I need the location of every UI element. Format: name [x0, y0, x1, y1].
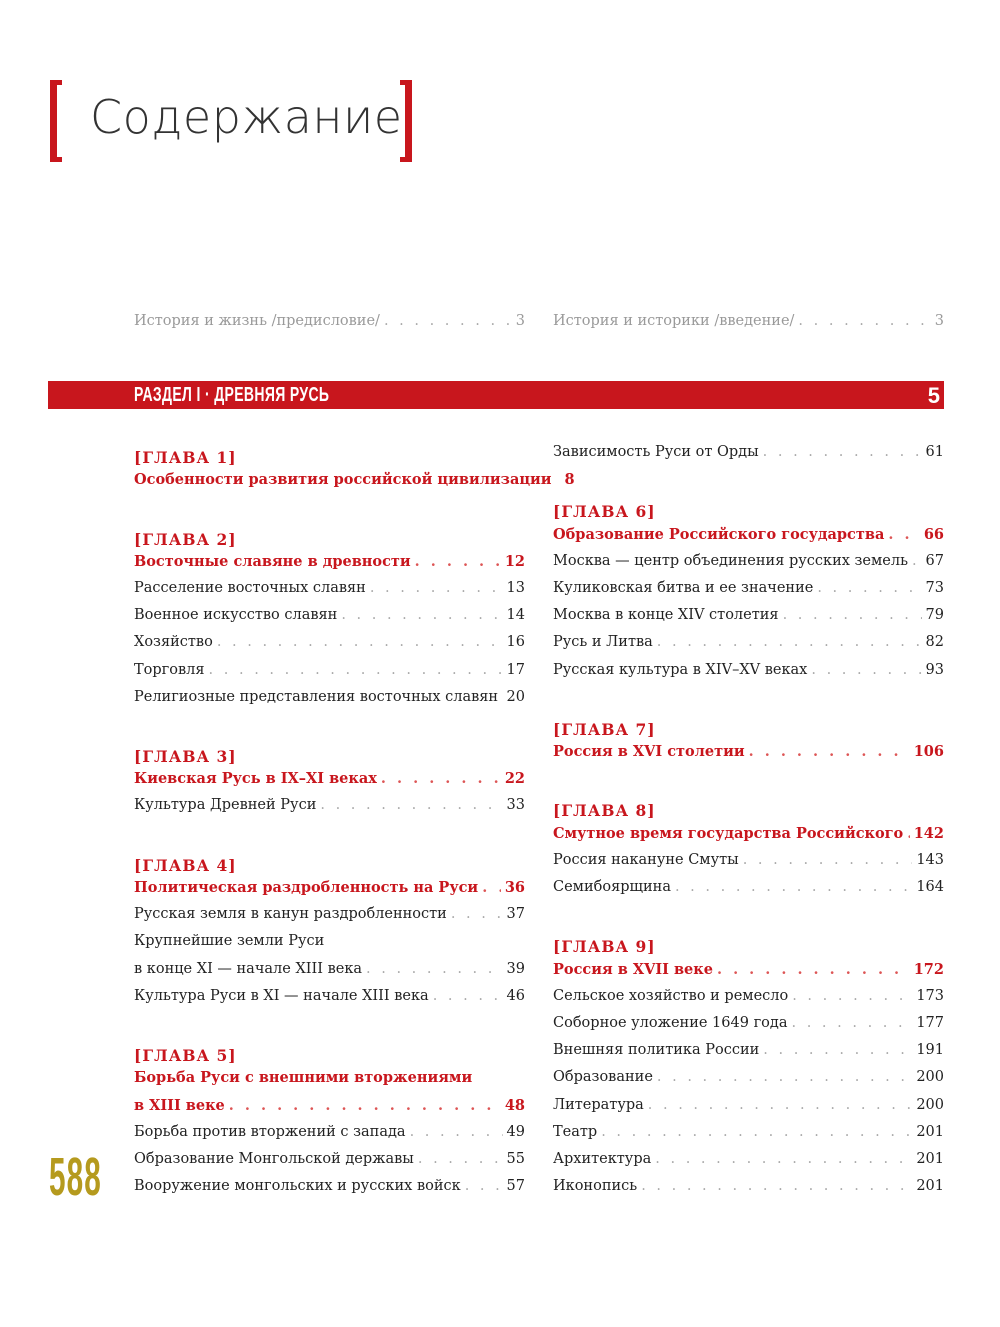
- entry-page: 66: [923, 525, 944, 543]
- leader-dots: [410, 1124, 503, 1140]
- intro-entry-introduction[interactable]: [553, 313, 944, 329]
- leader-dots: [783, 607, 922, 623]
- toc-entry[interactable]: [553, 988, 944, 1015]
- toc-entry[interactable]: [134, 689, 525, 716]
- toc-entry[interactable]: [553, 1069, 944, 1096]
- entry-page: 173: [916, 987, 944, 1004]
- toc-entry[interactable]: [553, 444, 944, 471]
- entry-page: 61: [925, 444, 944, 460]
- toc-entry[interactable]: [134, 988, 525, 1015]
- entry-page: 201: [916, 1123, 944, 1140]
- leader-dots: [320, 797, 502, 813]
- toc-entry[interactable]: [134, 797, 525, 824]
- entry-page: 164: [916, 879, 944, 895]
- chapter-title-entry[interactable]: [553, 526, 944, 553]
- leader-dots: [657, 1069, 912, 1085]
- entry-page: 16: [506, 634, 525, 651]
- leader-dots: [217, 634, 503, 650]
- entry-page: 201: [916, 1150, 944, 1167]
- entry-title: Театр: [553, 1123, 598, 1140]
- entry-page: 106: [913, 743, 944, 761]
- toc-entry[interactable]: [553, 580, 944, 607]
- entry-page: 55: [506, 1150, 525, 1167]
- leader-dots: [657, 634, 922, 650]
- leader-dots: [763, 444, 922, 460]
- toc-entry[interactable]: [134, 961, 525, 988]
- entry-page: 172: [913, 960, 944, 978]
- section-banner[interactable]: [48, 381, 944, 409]
- entry-page: 17: [506, 661, 525, 678]
- entry-title: Литература: [553, 1096, 644, 1113]
- entry-page: 143: [916, 851, 944, 868]
- toc-entry[interactable]: [553, 1151, 944, 1178]
- entry-page: 67: [925, 552, 944, 569]
- toc-entry[interactable]: [553, 879, 944, 906]
- toc-entry[interactable]: [134, 1124, 525, 1151]
- entry-title: Образование Монгольской державы: [134, 1150, 414, 1167]
- entry-title: Семибоярщина: [553, 879, 671, 895]
- entry-title: Военное искусство славян: [134, 607, 338, 624]
- leader-dots: [433, 988, 503, 1004]
- entry-title: Борьба Руси с внешними вторжениями: [134, 1069, 473, 1087]
- page-header: [50, 80, 420, 164]
- toc-entry[interactable]: [134, 634, 525, 661]
- toc-entry[interactable]: [553, 1178, 944, 1205]
- right-bracket: [400, 80, 412, 162]
- entry-title: Образование Российского государства: [553, 525, 885, 543]
- leader-dots: [675, 879, 912, 895]
- entry-title: в конце XI — начале XIII века: [134, 960, 363, 977]
- leader-dots: [743, 852, 913, 868]
- toc-entry[interactable]: [134, 1178, 525, 1205]
- toc-left-column: [134, 444, 575, 1205]
- intro-introduction-text: История и историки /введение/: [553, 313, 795, 329]
- entry-title: Смутное время государства Российского: [553, 824, 904, 842]
- left-bracket: [50, 80, 62, 162]
- entry-page: 200: [916, 1096, 944, 1113]
- entry-page: 8: [564, 471, 575, 489]
- chapter-title-entry[interactable]: [134, 553, 525, 580]
- entry-title: Архитектура: [553, 1150, 652, 1167]
- leader-dots: [418, 1151, 503, 1167]
- chapter-title-entry[interactable]: [553, 961, 944, 988]
- entry-title: Россия в XVII веке: [553, 960, 713, 978]
- entry-page: 201: [916, 1178, 944, 1195]
- intro-entry-preface[interactable]: [134, 313, 525, 329]
- entry-title: Россия в XVI столетии: [553, 743, 745, 761]
- leader-dots: [415, 553, 501, 570]
- leader-dots: [209, 662, 503, 678]
- chapter-label: [ГЛАВА 7]: [553, 719, 656, 739]
- toc-entry[interactable]: [134, 1151, 525, 1178]
- chapter-title-entry[interactable]: [134, 1069, 525, 1096]
- entry-title: Москва — центр объединения русских земель: [553, 552, 908, 569]
- entry-page: 36: [504, 879, 525, 896]
- chapter-title-entry[interactable]: [134, 1097, 525, 1124]
- leader-dots: [366, 961, 503, 977]
- leader-dots: [817, 580, 921, 596]
- entry-title: Куликовская битва и ее значение: [553, 579, 814, 596]
- entry-page: 200: [916, 1069, 944, 1086]
- entry-page: 191: [916, 1042, 944, 1059]
- intro-introduction-page: 3: [934, 313, 944, 329]
- entry-page: 12: [504, 552, 525, 570]
- entry-page: 73: [925, 579, 944, 596]
- entry-title: Зависимость Руси от Орды: [553, 444, 759, 460]
- toc-entry[interactable]: [134, 933, 525, 960]
- chapter-title-entry[interactable]: [134, 879, 525, 906]
- entry-page: 79: [925, 607, 944, 624]
- entry-title: Образование: [553, 1069, 653, 1086]
- entry-page: 93: [925, 661, 944, 678]
- entry-page: 33: [506, 797, 525, 814]
- entry-title: Культура Руси в XI — начале XIII века: [134, 987, 429, 1004]
- intro-preface-text: История и жизнь /предисловие/: [134, 313, 380, 329]
- toc-entry[interactable]: [134, 607, 525, 634]
- entry-title: Русская земля в канун раздробленности: [134, 906, 447, 923]
- leader-dots: [341, 607, 502, 623]
- entry-title: Соборное уложение 1649 года: [553, 1014, 788, 1031]
- toc-entry[interactable]: [553, 1124, 944, 1151]
- entry-title: Особенности развития российской цивилизации: [134, 471, 552, 489]
- leader-dots: [482, 879, 501, 896]
- entry-page: 22: [504, 770, 525, 788]
- entry-title: Сельское хозяйство и ремесло: [553, 987, 789, 1004]
- page-title: Содержание: [90, 90, 403, 144]
- entry-title: Киевская Русь в IX–XI веках: [134, 770, 377, 788]
- entry-title: Религиозные представления восточных славян: [134, 688, 499, 705]
- chapter-title-entry[interactable]: [134, 471, 575, 498]
- page-number: 588: [49, 1147, 102, 1207]
- entry-page: 49: [506, 1123, 525, 1140]
- toc-entry[interactable]: [134, 662, 525, 689]
- leader-dots: [641, 1178, 912, 1194]
- chapter-label: [ГЛАВА 8]: [553, 801, 656, 821]
- entry-title: в XIII веке: [134, 1096, 225, 1114]
- entry-page: 142: [913, 824, 944, 842]
- toc-entry[interactable]: [553, 634, 944, 661]
- leader-dots: [601, 1124, 912, 1140]
- section-page: 5: [927, 383, 940, 408]
- entry-title: Расселение восточных славян: [134, 579, 366, 596]
- leader-dots: [370, 580, 503, 596]
- section-label: РАЗДЕЛ I · ДРЕВНЯЯ РУСЬ: [134, 384, 330, 406]
- chapter-title-entry[interactable]: [553, 825, 944, 852]
- leader-dots: [451, 906, 503, 922]
- entry-title: Россия накануне Смуты: [553, 851, 739, 868]
- chapter-label: [ГЛАВА 9]: [553, 937, 656, 957]
- leader-dots: [465, 1178, 503, 1194]
- leader-dots: [791, 1015, 912, 1031]
- toc-entry[interactable]: [553, 1042, 944, 1069]
- entry-title: Вооружение монгольских и русских войск: [134, 1178, 461, 1195]
- toc-entry[interactable]: [553, 553, 944, 580]
- leader-dots: [655, 1151, 912, 1167]
- leader-dots: [907, 825, 909, 842]
- leader-dots: [763, 1042, 912, 1058]
- chapter-label: [ГЛАВА 3]: [134, 747, 237, 767]
- entry-title: Борьба против вторжений с запада: [134, 1123, 406, 1140]
- entry-title: Восточные славяне в древности: [134, 552, 411, 570]
- entry-title: Внешняя политика России: [553, 1042, 760, 1059]
- leader-dots: [811, 662, 921, 678]
- chapter-label: [ГЛАВА 4]: [134, 855, 237, 875]
- leader-dots: [792, 988, 912, 1004]
- leader-dots: [749, 743, 910, 760]
- toc-entry[interactable]: [553, 607, 944, 634]
- toc-entry[interactable]: [134, 580, 525, 607]
- entry-page: 177: [916, 1014, 944, 1031]
- toc-entry[interactable]: [134, 906, 525, 933]
- leader-dots: [229, 1097, 501, 1114]
- leader-dots: [888, 526, 919, 543]
- entry-title: Крупнейшие земли Руси: [134, 933, 325, 950]
- entry-page: 48: [504, 1096, 525, 1114]
- chapter-label: [ГЛАВА 5]: [134, 1046, 237, 1066]
- entry-title: Москва в конце XIV столетия: [553, 607, 779, 624]
- leader-dots: [912, 553, 922, 569]
- toc-entry[interactable]: [553, 1015, 944, 1042]
- leader-dots: [381, 770, 501, 787]
- entry-page: 82: [925, 634, 944, 651]
- leader-dots: [717, 961, 910, 978]
- entry-title: Культура Древней Руси: [134, 797, 317, 814]
- entry-page: 57: [506, 1178, 525, 1195]
- entry-title: Русская культура в XIV–XV веках: [553, 661, 808, 678]
- entry-page: 46: [506, 987, 525, 1004]
- entry-page: 13: [506, 579, 525, 596]
- entry-title: Иконопись: [553, 1178, 638, 1195]
- chapter-title-entry[interactable]: [553, 743, 944, 770]
- entry-title: Политическая раздробленность на Руси: [134, 879, 479, 896]
- leader-dots: [798, 313, 930, 329]
- leader-dots: [384, 313, 512, 329]
- entry-title: Хозяйство: [134, 634, 213, 651]
- entry-page: 39: [506, 960, 525, 977]
- entry-title: Торговля: [134, 661, 205, 678]
- toc-entry[interactable]: [553, 852, 944, 879]
- intro-preface-page: 3: [515, 313, 525, 329]
- toc-entry[interactable]: [553, 662, 944, 689]
- chapter-label: [ГЛАВА 1]: [134, 448, 237, 467]
- entry-page: 20: [506, 688, 525, 705]
- toc-entry[interactable]: [553, 1097, 944, 1124]
- entry-page: 14: [506, 607, 525, 624]
- chapter-label: [ГЛАВА 6]: [553, 502, 656, 522]
- entry-title: Русь и Литва: [553, 634, 653, 651]
- entry-page: 37: [506, 906, 525, 923]
- chapter-title-entry[interactable]: [134, 770, 525, 797]
- leader-dots: [648, 1097, 913, 1113]
- toc-right-column: [553, 444, 944, 1205]
- chapter-label: [ГЛАВА 2]: [134, 529, 237, 549]
